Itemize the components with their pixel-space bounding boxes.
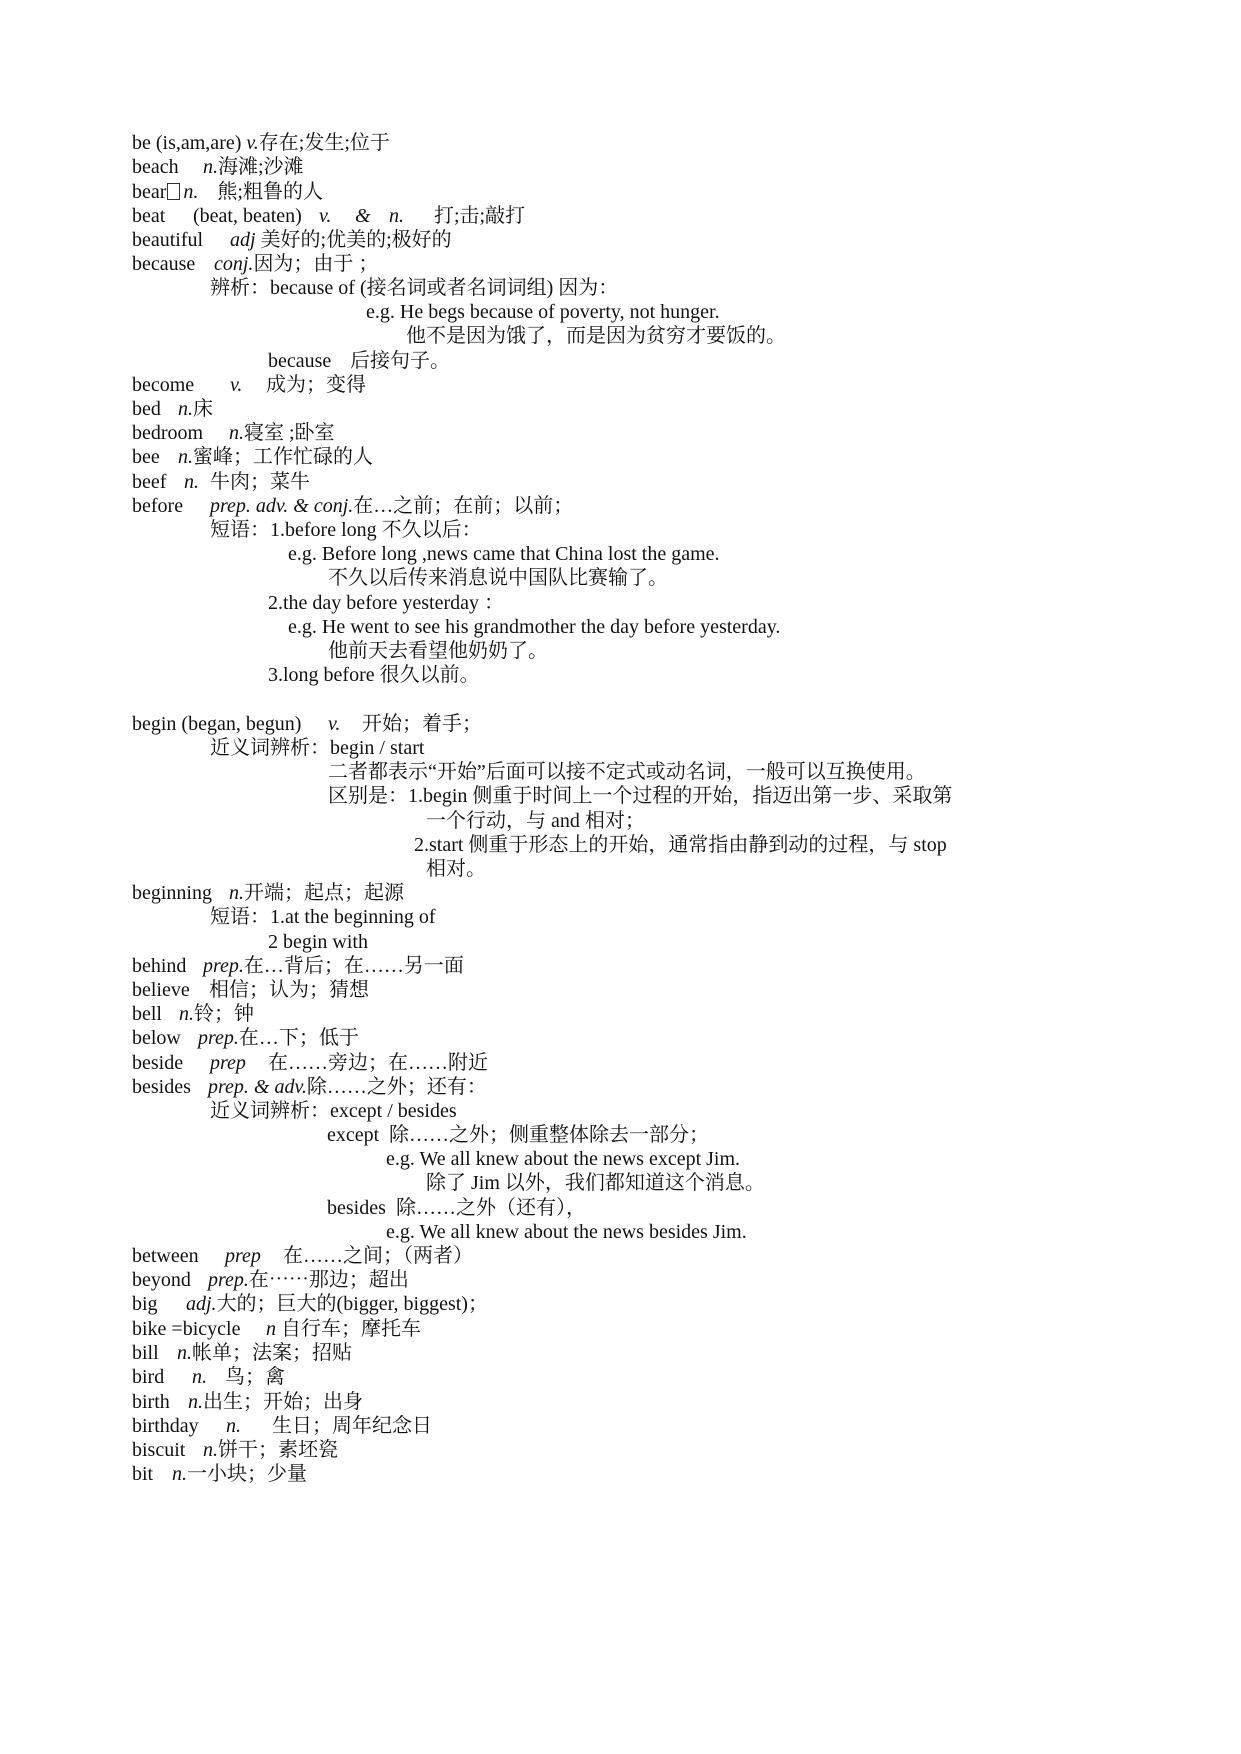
missing-glyph-box [167,183,180,200]
headword: birthday [132,1415,199,1437]
begin-common-usage: 二者都表示“开始”后面可以接不定式或动名词，一般可以互换使用。 [328,761,926,783]
beginning-phrase-2: 2 begin with [268,931,368,953]
besides-definition [327,1195,586,1222]
entry-beat [132,203,525,230]
entry-birthday [132,1413,432,1440]
entry-beautiful [132,227,452,254]
entry-beef [132,469,310,496]
headword: bear [132,181,167,203]
note-text: 后接句子。 [350,350,450,372]
part-of-speech: n. [229,882,244,904]
entry-bed [132,396,213,423]
definition: 开端；起点；起源 [244,882,404,904]
difference-label: 区别是： [328,785,408,807]
part-of-speech: n. [188,1391,203,1413]
synonym-def: 除……之外（还有）， [396,1197,586,1219]
note-word: because [268,350,332,372]
part-of-speech: prep. [203,955,244,977]
part-of-speech: n. [172,1463,187,1485]
phrase-label: 短语： [210,906,270,928]
part-of-speech: n. [389,205,404,227]
entry-before [132,493,573,520]
entry-bedroom [132,420,335,447]
part-of-speech: prep [225,1245,261,1267]
entry-between [132,1243,473,1270]
entry-behind [132,953,464,980]
definition: 在…下；低于 [238,1027,359,1049]
definition: 除……之外；还有： [306,1076,487,1098]
definition: 在…之前；在前；以前； [353,495,574,517]
part-of-speech: n. [192,1366,207,1388]
headword: below [132,1027,181,1049]
because-example-en: e.g. He begs because of poverty, not hunger. [366,301,720,323]
note-text: because of (接名词或者名词词组) 因为： [270,277,619,299]
definition: 因为；由于 ； [253,253,379,275]
before-example-1-en: e.g. Before long ,news came that China lost the game. [288,543,720,565]
part-of-speech: v. [328,713,341,735]
entry-beyond [132,1267,409,1294]
entry-bell [132,1001,254,1028]
part-of-speech: prep. [198,1027,239,1049]
definition: 蜜峰；工作忙碌的人 [193,446,373,468]
definition: 在……旁边；在……附近 [268,1052,488,1074]
before-phrase-3: 3.long before 很久以前。 [268,664,480,686]
headword: begin (began, begun) [132,713,302,735]
entry-believe [132,977,369,1004]
before-phrase-1 [210,517,482,544]
headword: behind [132,955,187,977]
definition: 出生；开始；出身 [203,1391,363,1413]
entry-biscuit [132,1437,338,1464]
except-example-en: e.g. We all knew about the news except Jim. [386,1148,741,1170]
synonym-words: except / besides [330,1100,457,1122]
before-example-2-en: e.g. He went to see his grandmother the day before yesterday. [288,616,781,638]
besides-example-en: e.g. We all knew about the news besides Jim. [386,1221,747,1243]
headword: beautiful [132,229,204,251]
headword: be (is,am,are) [132,132,242,154]
part-of-speech: prep. [208,1269,249,1291]
phrase: 1.before long 不久以后： [270,519,482,541]
headword: because [132,253,196,275]
part-of-speech: v. [230,374,243,396]
headword: bill [132,1342,159,1364]
before-phrase-2: 2.the day before yesterday ： [268,592,505,614]
entry-be [132,130,390,157]
headword: between [132,1245,199,1267]
entry-big [132,1291,488,1318]
definition: 美好的;优美的;极好的 [260,229,452,251]
definition: 在⋯⋯那边；超出 [248,1269,409,1291]
because-note [210,275,618,302]
synonym-word: besides [327,1197,386,1219]
definition: 打;击;敲打 [434,205,526,227]
definition: 在……之间；（两者） [283,1245,473,1267]
headword: besides [132,1076,191,1098]
entry-beside [132,1050,488,1077]
definition: 存在;发生;位于 [258,132,390,154]
headword: before [132,495,184,517]
synonym-label: 近义词辨析： [210,737,330,759]
because-note-2 [268,348,450,375]
entry-bit [132,1461,307,1488]
entry-bee [132,444,373,471]
definition: 成为；变得 [266,374,366,396]
headword: beside [132,1052,184,1074]
synonym-words: begin / start [330,737,425,759]
verb-forms: (beat, beaten) [193,205,302,227]
definition: 牛肉；菜牛 [210,471,310,493]
entry-beach [132,154,304,181]
begin-difference-1 [328,783,952,810]
headword: bit [132,1463,154,1485]
begin-difference-2: 2.start 侧重于形态上的开始，通常指由静到动的过程，与 stop [414,834,947,856]
headword: beat [132,205,166,227]
synonym-word: except [327,1124,380,1146]
entry-bear [132,179,323,206]
part-of-speech: n. [226,1415,241,1437]
definition: 铃；钟 [194,1003,254,1025]
definition: 饼干；素坯瓷 [218,1439,338,1461]
definition: 帐单；法案；招贴 [192,1342,352,1364]
synonym-def: 除……之外；侧重整体除去一部分； [389,1124,709,1146]
part-of-speech: n. [179,1003,194,1025]
definition: 寝室 ;卧室 [244,422,335,444]
headword: beyond [132,1269,191,1291]
entry-because [132,251,378,278]
part-of-speech: n. [203,1439,218,1461]
definition: 鸟；禽 [225,1366,285,1388]
headword: big [132,1293,158,1315]
headword: bed [132,398,161,420]
entry-beginning [132,880,404,907]
headword: beginning [132,882,212,904]
begin-difference-1-cont: 一个行动，与 and 相对； [426,810,645,832]
difference-text: 1.begin 侧重于时间上一个过程的开始，指迈出第一步、采取第 [408,785,953,807]
part-of-speech: n. [177,1342,192,1364]
entry-bike [132,1316,421,1343]
before-example-1-zh: 不久以后传来消息说中国队比赛输了。 [328,567,668,589]
definition: 一小块；少量 [187,1463,307,1485]
part-of-speech: n. [203,156,218,178]
begin-difference-2-cont: 相对。 [426,858,486,880]
definition: 床 [193,398,213,420]
definition: 相信；认为；猜想 [209,979,369,1001]
before-example-2-zh: 他前天去看望他奶奶了。 [328,640,548,662]
ampersand: & [355,205,371,227]
headword: become [132,374,195,396]
definition: 开始；着手； [362,713,482,735]
part-of-speech: n. [178,398,193,420]
begin-synonym-analysis [210,735,424,762]
headword: birth [132,1391,170,1413]
headword: bell [132,1003,162,1025]
headword: biscuit [132,1439,186,1461]
headword: believe [132,979,190,1001]
except-example-zh: 除了 Jim 以外，我们都知道这个消息。 [426,1172,765,1194]
entry-below [132,1025,359,1052]
part-of-speech: n. [229,422,244,444]
part-of-speech: conj. [214,253,254,275]
definition: 自行车；摩托车 [281,1318,421,1340]
part-of-speech: n. [178,446,193,468]
part-of-speech: prep. adv. & conj. [210,495,354,517]
headword: bike =bicycle [132,1318,241,1340]
headword: bird [132,1366,165,1388]
part-of-speech: adj [230,229,256,251]
definition: 在…背后；在……另一面 [243,955,464,977]
except-definition [327,1122,709,1149]
besides-synonym-analysis [210,1098,457,1125]
definition: 熊;粗鲁的人 [217,181,323,203]
entry-besides [132,1074,487,1101]
entry-become [132,372,366,399]
entry-birth [132,1389,363,1416]
beginning-phrase-1 [210,904,436,931]
part-of-speech: n [266,1318,276,1340]
definition: 海滩;沙滩 [218,156,304,178]
entry-bill [132,1340,352,1367]
phrase-label: 短语： [210,519,270,541]
part-of-speech: prep. & adv. [208,1076,307,1098]
synonym-label: 近义词辨析： [210,1100,330,1122]
headword: bee [132,446,160,468]
entry-begin [132,711,482,738]
definition: 生日；周年纪念日 [272,1415,432,1437]
headword: beef [132,471,167,493]
part-of-speech: n. [184,471,199,493]
because-example-zh: 他不是因为饿了，而是因为贫穷才要饭的。 [406,325,786,347]
phrase: 1.at the beginning of [270,906,436,928]
part-of-speech: n. [183,181,199,203]
part-of-speech: prep [210,1052,246,1074]
part-of-speech: adj. [186,1293,217,1315]
headword: bedroom [132,422,204,444]
part-of-speech: v. [246,132,259,154]
definition: 大的；巨大的(bigger, biggest)； [216,1293,488,1315]
headword: beach [132,156,179,178]
entry-bird [132,1364,285,1391]
note-label: 辨析： [210,277,270,299]
part-of-speech: v. [319,205,332,227]
